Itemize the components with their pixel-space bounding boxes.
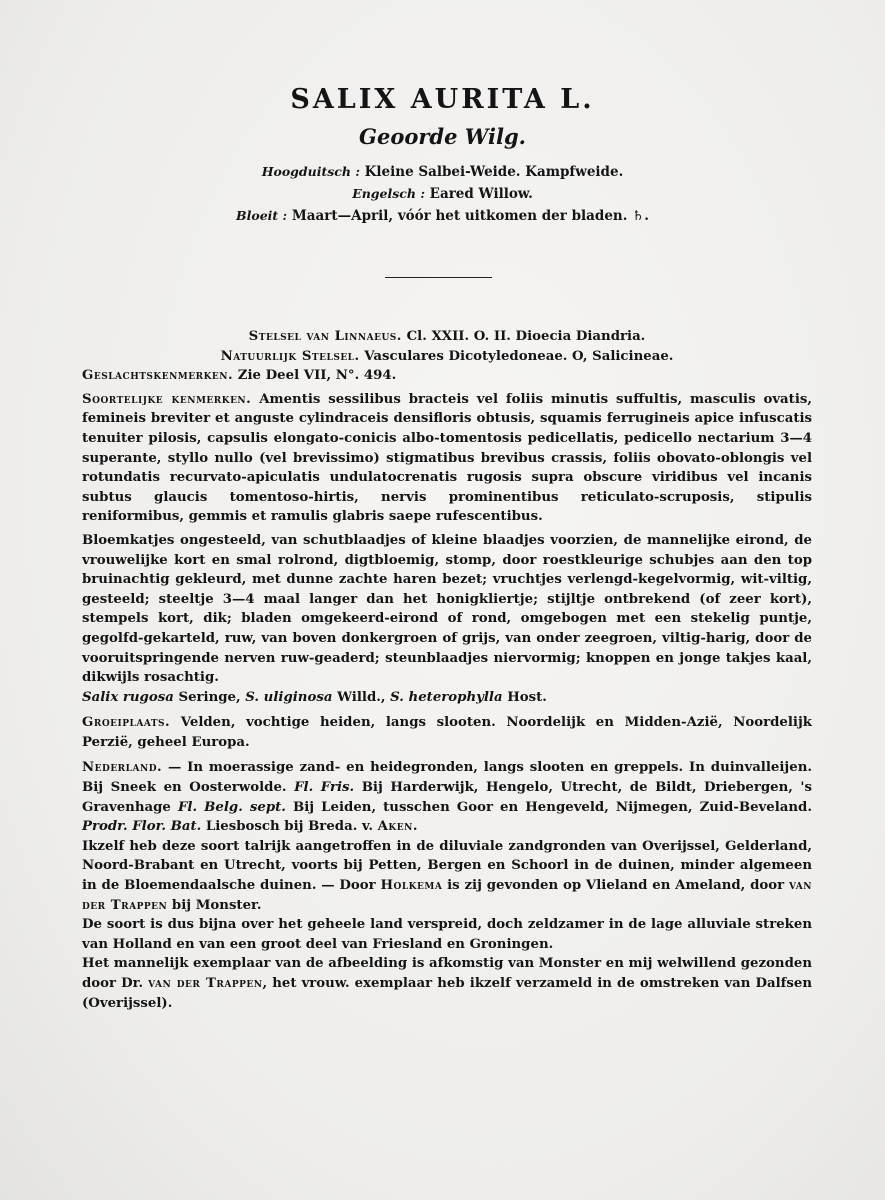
nederland-aken: Aken. — [377, 819, 418, 835]
common-names — [0, 161, 885, 227]
page-title: SALIX AURITA L. — [290, 84, 595, 115]
nederland-ref-3: Prodr. Flor. Bat. — [82, 819, 202, 835]
nederland-ref-1: Fl. Fris. — [294, 780, 355, 796]
natuurlijk-value: Vasculares Dicotyledoneae. O, Salicineae. — [364, 348, 674, 364]
ikzelf-text-1: Ikzelf heb deze soort talrijk aangetroffen in de diluviale zandgronden van Overijssel, Gelderland, Noord-Brabant en Utrecht, voorts bij Petten, Bergen en Schoorl in de duinen, minder algemeen in de Bloemendaalsche duinen. — Door — [82, 838, 812, 894]
nederland-text-1: — In moerassige zand- en heidegronden, langs slooten en greppels. In duinvalleijen. Bij Sneek en Oosterwolde. — [82, 760, 812, 796]
ikzelf-holkema: Holkema — [380, 878, 443, 894]
synonym-2-author: Willd., — [337, 689, 386, 705]
ikzelf-text-2: is zij gevonden op Vlieland en Ameland, door — [447, 878, 785, 894]
nederland-text-3: Bij Leiden, tusschen Goor en Hengeveld, Nijmegen, Zuid-Beveland. — [292, 799, 812, 815]
stelsel-natuurlijk — [82, 347, 812, 367]
main-text — [82, 327, 812, 1013]
synonym-3-author: Host. — [507, 689, 547, 705]
nederland-text-4: Liesbosch bij Breda. v. — [205, 819, 373, 835]
ikzelf-trappen: van der Trappen — [82, 878, 812, 913]
synonym-2: S. uliginosa — [245, 689, 333, 705]
soortelijke-kenmerken — [82, 390, 812, 527]
geslacht-label: Geslachtskenmerken. — [82, 368, 234, 384]
groeiplaats-label: Groeiplaats. — [82, 715, 171, 731]
divider — [385, 277, 492, 278]
hoogduitsch-value: Kleine Salbei-Weide. Kampfweide. — [364, 164, 624, 180]
soort-text: Amentis sessilibus bracteis vel foliis minutis suffultis, masculis ovatis, femineis breviter et anguste cylindraceis densifloris obtusis, squamis ferrugineis apice infuscatis tenuiter pilosis, capsulis elongato-conicis albo-tomentosis pedicellatis, pedicello nectarium 3—4 superante, styllo nullo (vel brevissimo) stigmatibus brevibus crassis, foliis obovato-oblongis vel rotundatis recurvato-apiculatis undulatocrenatis rugosis supra obscure viridibus vel incanis subtus glaucis tomentoso-hirtis, nervis prominentibus reticulato-scruposis, stipulis reniformibus, gemmis et ramulis glabris saepe rufescentibus. — [82, 391, 812, 525]
beschrijving: Bloemkatjes ongesteeld, van schutblaadjes of kleine blaadjes voorzien, de mannelijke eirond, de vrouwelijke kort en smal rolrond, digtbloemig, stomp, door roestkleurige schubjes aan den top bruinachtig gekleurd, met dunne zachte haren bezet; vruchtjes verlengd-kegelvormig, wit-viltig, gesteeld; steeltje 3—4 maal langer dan het honigkliertje; stijltje ontbrekend (of zeer kort), stempels kort, dik; bladen omgekeerd-eirond of rond, omgebogen met een stekelig puntje, gegolfd-gekarteld, ruw, van boven donkergroen of grijs, van onder zeegroen, viltig-harig, door de vooruitspringende nerven ruw-geaderd; steunblaadjes niervormig; knoppen en jonge takjes kaal, dikwijls rosachtig. — [82, 532, 812, 686]
synoniemen — [82, 688, 812, 708]
soort-label: Soortelijke kenmerken. — [82, 391, 252, 407]
nederland-ref-2: Fl. Belg. sept. — [177, 799, 286, 815]
exemplaar-text-2: , het vrouw. exemplaar heb ikzelf verzameld in de omstreken van Dalfsen (Overijssel). — [82, 976, 812, 1011]
engelsch-line — [0, 183, 885, 205]
nederland-label: Nederland. — [82, 760, 163, 776]
page-subtitle: Geoorde Wilg. — [359, 124, 526, 149]
bloeit-value: Maart—April, vóór het uitkomen der bladen. ♄. — [291, 208, 649, 224]
engelsch-label: Engelsch : — [352, 186, 425, 201]
hoogduitsch-label: Hoogduitsch : — [261, 164, 360, 179]
nederland-text-2: Bij Harderwijk, Hengelo, Utrecht, de Bildt, Driebergen, 's Gravenhage — [82, 780, 812, 815]
nederland — [82, 758, 812, 836]
geslacht-value: Zie Deel VII, N°. 494. — [237, 368, 397, 384]
ikzelf-text-3: bij Monster. — [171, 897, 262, 913]
synonym-1-author: Seringe, — [178, 689, 241, 705]
exemplaar-trappen: van der Trappen — [148, 976, 263, 991]
groeiplaats-text: Velden, vochtige heiden, langs slooten. Noordelijk en Midden-Azië, Noordelijk Perzië, geheel Europa. — [82, 715, 812, 750]
bloeit-line — [0, 205, 885, 227]
hoogduitsch-line — [0, 161, 885, 183]
stelsel-linnaeus — [82, 327, 812, 347]
groeiplaats — [82, 713, 812, 752]
synonym-1: Salix rugosa — [82, 689, 174, 705]
exemplaar-text-1: Het mannelijk exemplaar van de afbeelding is afkomstig van Monster en mij welwillend gezonden door Dr. — [82, 956, 812, 991]
synonym-3: S. heterophylla — [390, 689, 503, 705]
verspreid: De soort is dus bijna over het geheele land verspreid, doch zeldzamer in de lage alluviale streken van Holland en van een groot deel van Friesland en Groningen. — [82, 917, 812, 952]
natuurlijk-label: Natuurlijk Stelsel. — [220, 348, 360, 364]
engelsch-value: Eared Willow. — [429, 186, 533, 202]
geslachtskenmerken — [82, 366, 812, 386]
exemplaar — [82, 954, 812, 1013]
linnaeus-value: Cl. XXII. O. II. Dioecia Diandria. — [406, 329, 646, 344]
bloeit-label: Bloeit : — [236, 208, 288, 223]
ikzelf — [82, 837, 812, 915]
linnaeus-label: Stelsel van Linnaeus. — [248, 329, 402, 344]
